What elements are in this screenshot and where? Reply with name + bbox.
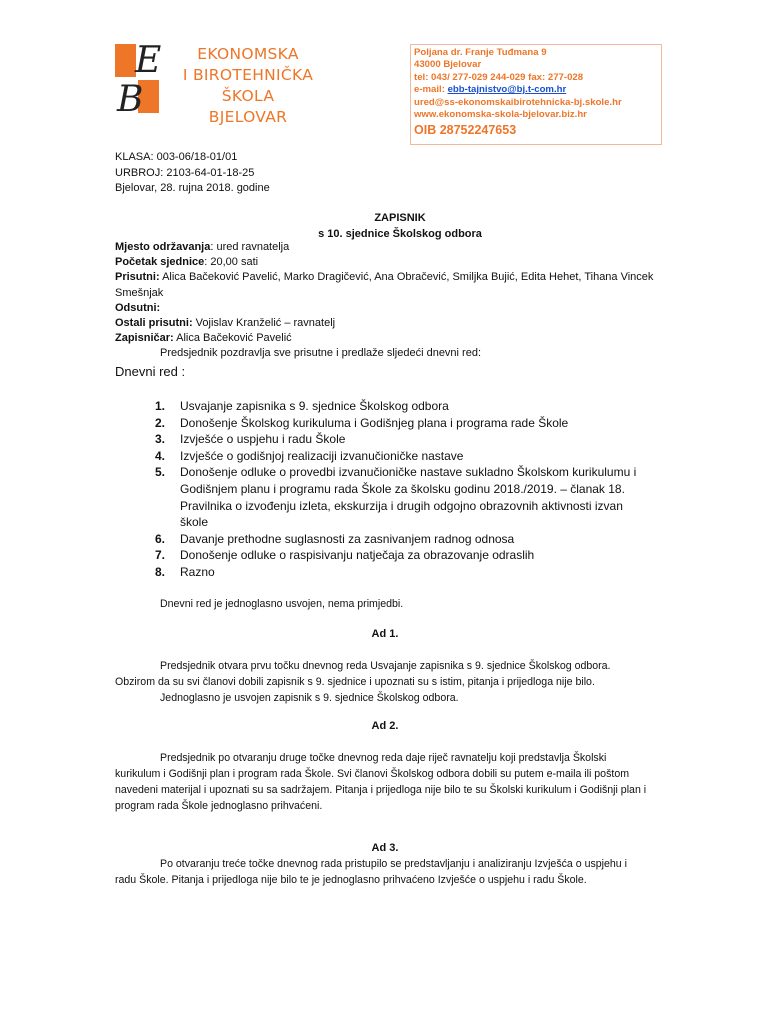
logo-letter-e: E [135,40,162,81]
agenda-item-number: 8. [155,564,166,579]
agenda-item-text: Donošenje Školskog kurikuluma i Godišnjeg plana i programa rade Škole [180,415,569,430]
agenda-item-number: 7. [155,548,166,563]
agenda-item-number: 1. [155,399,166,413]
info-mjesto-value: : ured ravnatelja [210,241,290,253]
contact-web: www.ekonomska-skola-bjelovar.biz.hr [414,109,587,121]
ad3-line: Po otvaranju treće točke dnevnog rada pristupilo se predstavljanju i analiziranju Izvješća o uspjehu i [160,858,627,870]
ad1-heading: Ad 1. [371,628,399,640]
ad3-line: radu Škole. Pitanja i prijedloga nije bilo te je jednoglasno prihvaćeno Izvješće o uspjehu i radu Škole. [115,874,587,886]
agenda-item-text: Donošenje odluke o provedbi izvanučioničke nastave sukladno Školskom kurikulumu i Godišnjem planu i programu rada Škole za školsku godinu 2018./2019. – članak 18. Pravilnika o izvođenju izleta, ekskurzija i drugih odgojno obrazovnih aktivnosti izvan škole [180,465,637,530]
info-ostali [115,316,655,331]
agenda-item-text: Razno [180,564,215,579]
info-zapisnicar [115,331,655,346]
title-line-1: ZAPISNIK [374,212,426,224]
school-logo [115,40,162,120]
info-ostali-value: Vojislav Kranželić – ravnatelj [192,317,336,330]
contact-email-link[interactable]: ebb-tajnistvo@bj.t-com.hr [447,84,567,96]
agenda-item [155,464,645,530]
contact-postal: 43000 Bjelovar [414,59,482,71]
agenda-item [155,564,645,581]
agenda-item-number: 2. [155,415,166,430]
ad2-line: program rada Škole jednoglasno prihvaćeni. [115,800,323,812]
info-greeting: Predsjednik pozdravlja sve prisutne i predlaže sljedeći dnevni red: [160,347,482,360]
agenda-item-text: Izvješće o uspjehu i radu Škole [180,432,346,447]
contact-box [410,44,662,145]
agenda-heading: Dnevni red : [115,364,186,379]
info-odsutni-label: Odsutni: [115,301,161,314]
contact-email-row [414,84,661,96]
ad3-paragraph [115,856,660,888]
info-zapisnicar-value: Alica Bačeković Pavelić [173,332,292,345]
agenda-adopted-text: Dnevni red je jednoglasno usvojen, nema primjedbi. [160,598,404,610]
urbroj: URBROJ: 2103-64-01-18-25 [115,166,255,179]
agenda-item [155,448,645,465]
ad1-line: Jednoglasno je usvojen zapisnik s 9. sjednice Školskog odbora. [160,692,459,704]
agenda-list [155,398,645,581]
agenda-item [155,547,645,564]
agenda-item [155,415,645,432]
school-name-line: EKONOMSKA [197,45,299,63]
ad3-heading: Ad 3. [371,842,399,854]
ad1-paragraph [115,658,660,706]
info-zapisnicar-label: Zapisničar: [115,332,174,345]
ad2-line: Predsjednik po otvaranju druge točke dnevnog reda daje riječ ravnatelju koji predstavlja Školski [160,752,607,764]
document-title [0,211,770,242]
agenda-adopted [115,596,660,612]
info-mjesto-label: Mjesto održavanja [115,241,211,253]
contact-phones: tel: 043/ 277-029 244-029 fax: 277-028 [414,71,584,83]
meeting-info [115,240,655,362]
contact-email-label: e-mail: [414,84,448,96]
title-line-2: s 10. sjednice Školskog odbora [318,227,482,240]
school-name-line: I BIROTEHNIČKA ŠKOLA [182,66,314,105]
info-odsutni [115,301,655,316]
agenda-item-text: Donošenje odluke o raspisivanju natječaja za obrazovanje odraslih [180,548,535,563]
ad2-paragraph [115,750,660,814]
agenda-item-number: 6. [155,531,166,546]
logo-square-top [115,44,136,77]
ad1-line: Predsjednik otvara prvu točku dnevnog reda Usvajanje zapisnika s 9. sjednice Školskog odbora. [160,660,611,672]
agenda-item [155,431,645,448]
ad2-heading: Ad 2. [371,720,399,732]
agenda-item-number: 5. [155,465,166,480]
logo-letter-b: B [117,79,144,120]
info-pocetak-label: Početak sjednice [115,256,205,269]
agenda-item-number: 4. [155,448,166,463]
info-mjesto [115,240,655,255]
info-ostali-label: Ostali prisutni: [115,317,193,330]
info-prisutni-value: Alica Bačeković Pavelić, Marko Dragičević, Ana Obračević, Smiljka Bujić, Edita Hehet, Tihana Vincek Smešnjak [115,271,654,299]
contact-email2: ured@ss-ekonomskaibirotehnicka-bj.skole.hr [414,96,622,108]
agenda-item-number: 3. [155,432,166,447]
ad1-line: Obzirom da su svi članovi dobili zapisnik s 9. sjednice i upoznati su s istim, pitanja i prijedloga nije bilo. [115,676,595,688]
contact-address: Poljana dr. Franje Tuđmana 9 [414,47,547,58]
info-pocetak [115,255,655,270]
ad2-line: kurikulum i Godišnji plan i program rada Škole. Svi članovi Školskog odbora dobili su putem e-maila ili poštom [115,768,630,780]
agenda-item-text: Usvajanje zapisnika s 9. sjednice Školskog odbora [180,399,449,413]
agenda-item [155,398,645,415]
agenda-item-text: Davanje prethodne suglasnosti za zasnivanjem radnog odnosa [180,531,515,546]
document-meta [115,150,270,197]
school-name [168,44,328,128]
contact-oib: OIB 28752247653 [414,123,517,138]
klasa: KLASA: 003-06/18-01/01 [115,151,238,163]
school-name-line: BJELOVAR [208,108,288,126]
ad2-line: navedeni materijal i upoznati su sa sadržajem. Pitanja i prijedloga nije bilo te su Školski kurikulum i Godišnji plan i [115,784,647,796]
info-prisutni-label: Prisutni: [115,271,160,284]
info-prisutni [115,270,655,300]
info-pocetak-value: : 20,00 sati [204,256,259,269]
agenda-item [155,531,645,548]
agenda-item-text: Izvješće o godišnjoj realizaciji izvanučioničke nastave [180,448,464,463]
place-date: Bjelovar, 28. rujna 2018. godine [115,182,270,194]
